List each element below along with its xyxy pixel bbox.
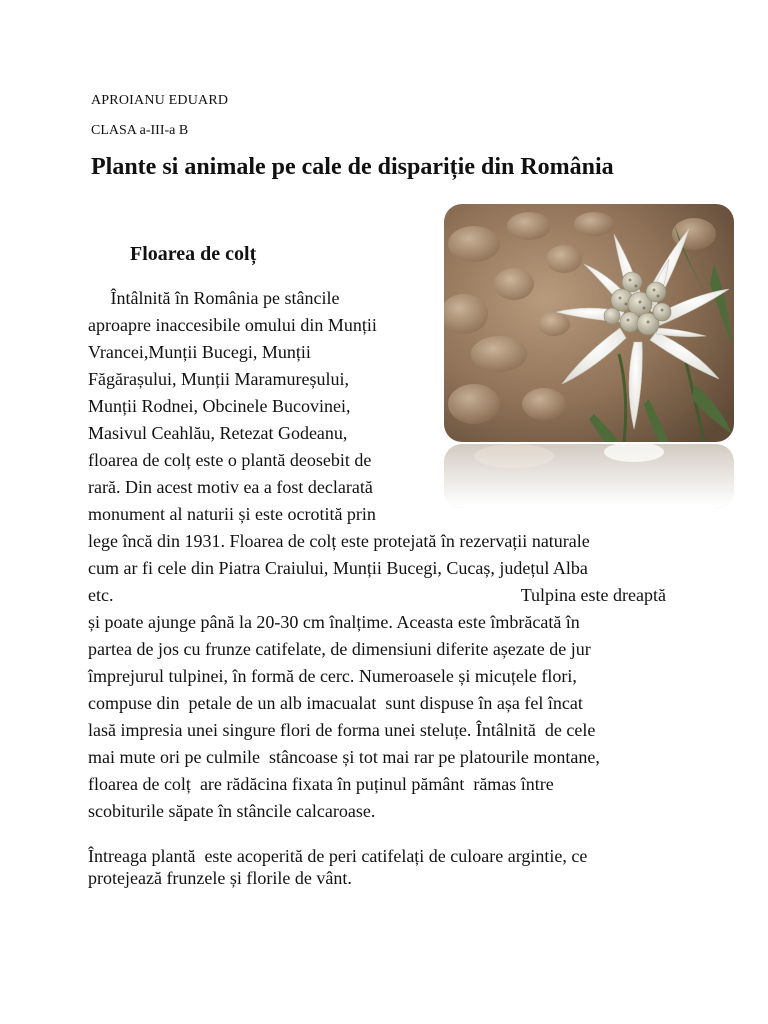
text-line-split	[88, 582, 666, 609]
text-line: Vrancei,Munții Bucegi, Munții	[88, 342, 311, 362]
paragraph-main	[88, 285, 673, 825]
text-line: aproapre inaccesibile omului din Munții	[88, 315, 377, 335]
text-line: scobiturile săpate în stâncile calcaroase.	[88, 801, 376, 821]
class-label: CLASA a-III-a B	[91, 123, 189, 138]
paragraph-final	[88, 845, 678, 889]
text-line: Făgărașului, Munții Maramureșului,	[88, 369, 349, 389]
text-line: Întreaga plantă este acoperită de peri catifelați de culoare argintie, ce	[88, 846, 588, 866]
text-fragment-left: etc.	[88, 585, 114, 605]
text-line: și poate ajunge până la 20-30 cm înalțime. Aceasta este îmbrăcată în	[88, 612, 580, 632]
text-line: monument al naturii și este ocrotită prin	[88, 504, 376, 524]
section-heading: Floarea de colț	[130, 243, 257, 265]
text-line: lasă impresia unei singure flori de forma unei steluțe. Întâlnită de cele	[88, 720, 596, 740]
text-line: mai mute ori pe culmile stâncoase și tot mai rar pe platourile montane,	[88, 747, 600, 767]
text-line: partea de jos cu frunze catifelate, de dimensiuni diferite așezate de jur	[88, 639, 591, 659]
text-line: Munții Rodnei, Obcinele Bucovinei,	[88, 396, 351, 416]
author-name: APROIANU EDUARD	[91, 93, 229, 108]
text-line: compuse din petale de un alb imacualat sunt dispuse în așa fel încat	[88, 693, 583, 713]
text-line: floarea de colț este o plantă deosebit de	[88, 450, 372, 470]
text-line: rară. Din acest motiv ea a fost declarată	[88, 477, 373, 497]
text-line: protejează frunzele și florile de vânt.	[88, 868, 352, 888]
text-line: lege încă din 1931. Floarea de colț este protejată în rezervații naturale	[88, 531, 590, 551]
text-line: Întâlnită în România pe stâncile	[88, 288, 340, 308]
document-title: Plante si animale pe cale de dispariție din România	[91, 154, 614, 180]
text-line: împrejurul tulpinei, în formă de cerc. Numeroasele și micuțele flori,	[88, 666, 577, 686]
text-line: Masivul Ceahlău, Retezat Godeanu,	[88, 423, 348, 443]
text-line: floarea de colț are rădăcina fixata în puținul pământ rămas între	[88, 774, 554, 794]
text-fragment-right: Tulpina este dreaptă	[520, 585, 666, 605]
text-line: cum ar fi cele din Piatra Craiului, Munții Bucegi, Cucaș, județul Alba	[88, 558, 588, 578]
